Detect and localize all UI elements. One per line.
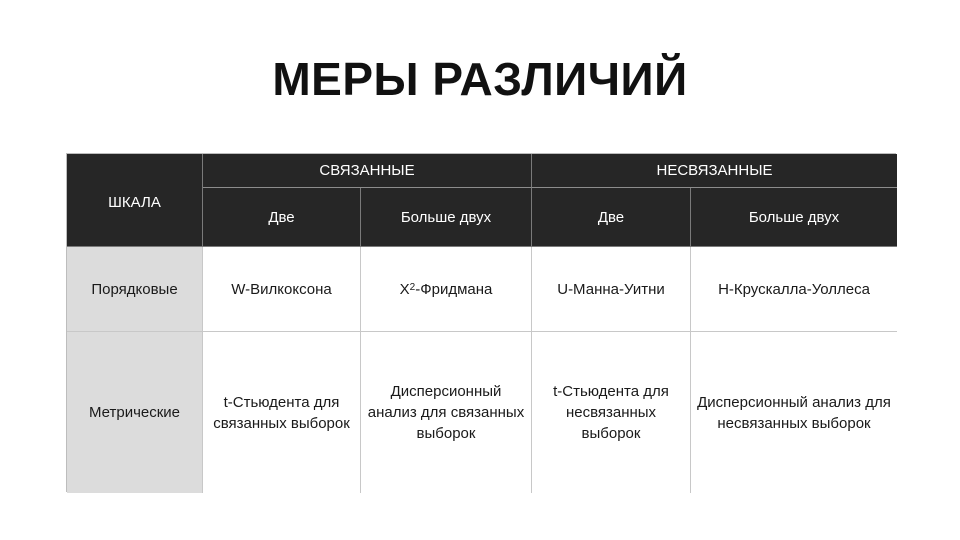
group-header-unrelated: НЕСВЯЗАННЫЕ: [532, 154, 897, 188]
friedman-suffix: -Фридмана: [415, 280, 493, 298]
subheader-related-two: Две: [203, 188, 361, 247]
scale-header: ШКАЛА: [67, 154, 203, 247]
subheader-unrelated-more: Больше двух: [691, 188, 897, 247]
table-cell: t-Стьюдента для несвязанных выборок: [532, 332, 691, 493]
table-cell: W-Вилкоксона: [203, 247, 361, 332]
row-label-metric: Метрические: [67, 332, 203, 493]
row-label-ordinal: Порядковые: [67, 247, 203, 332]
table-cell: H-Крускалла-Уоллеса: [691, 247, 897, 332]
subheader-unrelated-two: Две: [532, 188, 691, 247]
table-cell: Дисперсионный анализ для связанных выборок: [361, 332, 532, 493]
table-cell: t-Стьюдента для связанных выборок: [203, 332, 361, 493]
page-title: МЕРЫ РАЗЛИЧИЙ: [272, 53, 688, 105]
differences-table: [66, 153, 896, 492]
table-cell: Дисперсионный анализ для несвязанных выборок: [691, 332, 897, 493]
table-cell-friedman: X $^2$ -Фридмана: [361, 247, 532, 332]
subheader-related-more: Больше двух: [361, 188, 532, 247]
group-header-related: СВЯЗАННЫЕ: [203, 154, 532, 188]
friedman-prefix: X: [399, 280, 410, 298]
table-cell: U-Манна-Уитни: [532, 247, 691, 332]
